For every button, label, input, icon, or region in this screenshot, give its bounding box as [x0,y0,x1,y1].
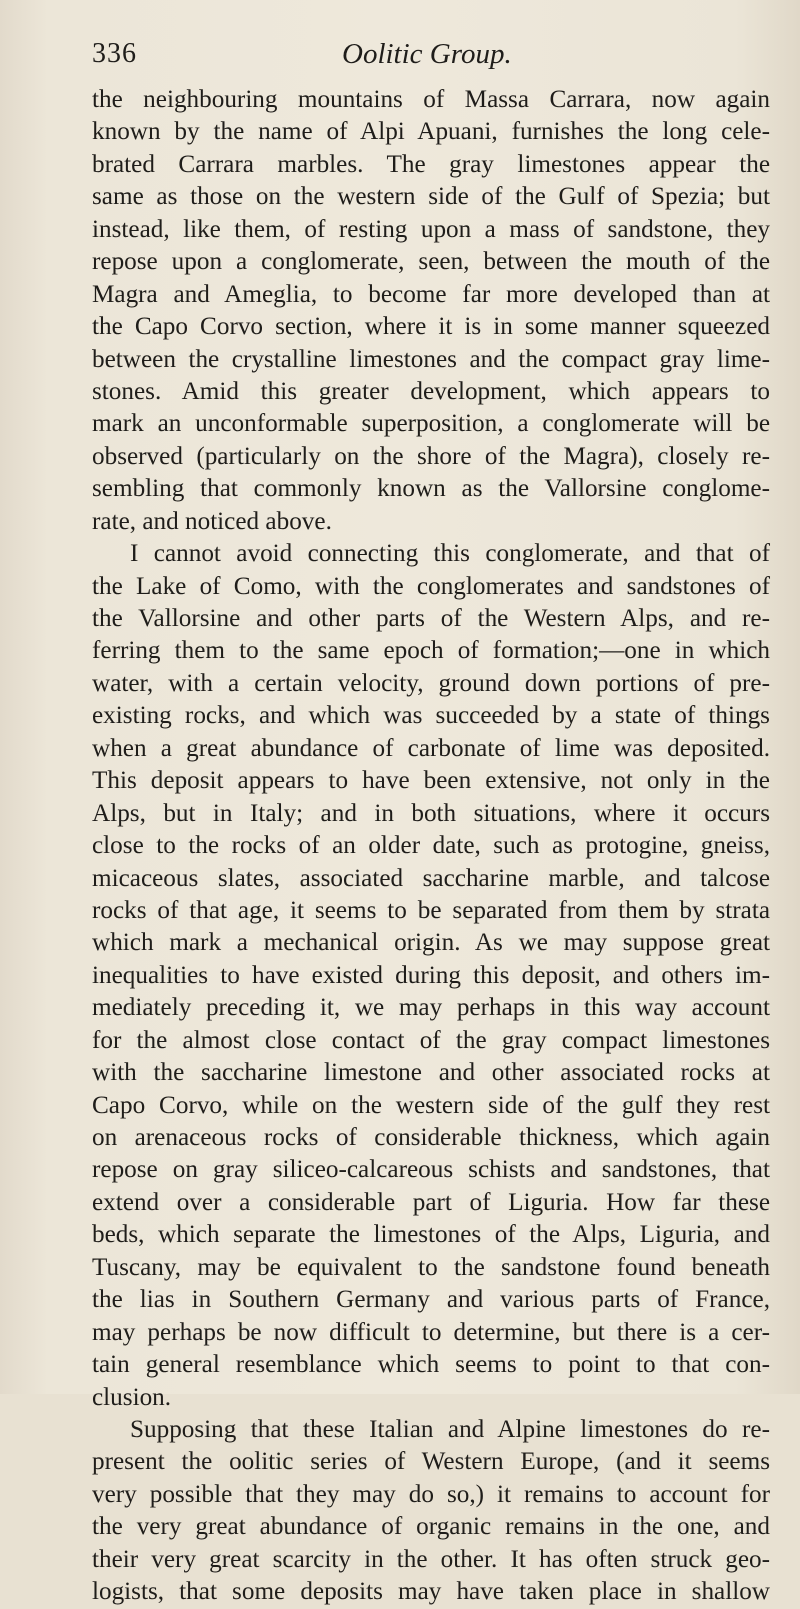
text-line: instead, like them, of resting upon a mass of sandstone, they [92,215,770,243]
text-line: repose on gray siliceo-calcareous schists and sandstones, that [92,1156,770,1184]
text-line: repose upon a conglomerate, seen, between the mouth of the [92,248,770,276]
text-line: brated Carrara marbles. The gray limestones appear the [92,150,770,178]
text-line: inequalities to have existed during this deposit, and others im- [92,961,770,989]
text-line: logists, that some deposits may have taken place in shallow [92,1578,770,1606]
text-line: very possible that they may do so,) it remains to account for [92,1480,770,1508]
text-line: This deposit appears to have been extensive, not only in the [92,767,770,795]
text-line: their very great scarcity in the other. It has often struck geo- [92,1545,770,1573]
running-title: Oolitic Group. [342,38,512,70]
text-line: ferring them to the same epoch of formation;—one in which [92,637,770,665]
paragraph-first-line: I cannot avoid connecting this conglomerate, and that of [130,540,770,568]
text-line: same as those on the western side of the Gulf of Spezia; but [92,183,770,211]
text-line: the lias in Southern Germany and various parts of France, [92,1286,770,1314]
page-header [92,38,770,78]
text-line: micaceous slates, associated saccharine marble, and talcose [92,864,770,892]
text-line: known by the name of Alpi Apuani, furnishes the long cele- [92,118,770,146]
text-line: Alps, but in Italy; and in both situations, where it occurs [92,799,770,827]
text-line: extend over a considerable part of Liguria. How far these [92,1188,770,1216]
text-line: Tuscany, may be equivalent to the sandstone found beneath [92,1253,770,1281]
text-line: mediately preceding it, we may perhaps in this way account [92,994,770,1022]
text-line: the Lake of Como, with the conglomerates and sandstones of [92,572,770,600]
text-line: mark an unconformable superposition, a conglomerate will be [92,410,770,438]
text-line: for the almost close contact of the gray compact limestones [92,1026,770,1054]
paragraph-last-line: clusion. [92,1383,172,1411]
text-line: water, with a certain velocity, ground down portions of pre- [92,669,770,697]
page-number: 336 [92,38,137,69]
text-line: which mark a mechanical origin. As we may suppose great [92,929,770,957]
text-line: stones. Amid this greater development, which appears to [92,377,770,405]
text-line: Magra and Ameglia, to become far more developed than at [92,280,770,308]
text-line: observed (particularly on the shore of the Magra), closely re- [92,442,770,470]
text-line: between the crystalline limestones and the compact gray lime- [92,345,770,373]
text-line: rocks of that age, it seems to be separated from them by strata [92,896,770,924]
text-line: Capo Corvo, while on the western side of the gulf they rest [92,1091,770,1119]
text-line: close to the rocks of an older date, such as protogine, gneiss, [92,832,770,860]
text-line: sembling that commonly known as the Vallorsine conglome- [92,475,770,503]
text-line: tain general resemblance which seems to point to that con- [92,1351,770,1379]
paragraph-last-line: rate, and noticed above. [92,507,332,535]
text-line: the Capo Corvo section, where it is in some manner squeezed [92,313,770,341]
text-line: when a great abundance of carbonate of lime was deposited. [92,734,770,762]
paragraph-first-line: Supposing that these Italian and Alpine limestones do re- [130,1415,770,1443]
text-line: the Vallorsine and other parts of the Western Alps, and re- [92,605,770,632]
text-line: present the oolitic series of Western Europe, (and it seems [92,1448,770,1476]
text-line: beds, which separate the limestones of the Alps, Liguria, and [92,1221,770,1249]
text-line: with the saccharine limestone and other associated rocks at [92,1059,770,1087]
text-line: the very great abundance of organic remains in the one, and [92,1513,770,1541]
text-line: on arenaceous rocks of considerable thickness, which again [92,1124,770,1151]
text-line: may perhaps be now difficult to determine, but there is a cer- [92,1318,770,1346]
text-line: the neighbouring mountains of Massa Carrara, now again [92,86,770,113]
text-line: existing rocks, and which was succeeded by a state of things [92,702,770,730]
body-text [92,84,770,1609]
